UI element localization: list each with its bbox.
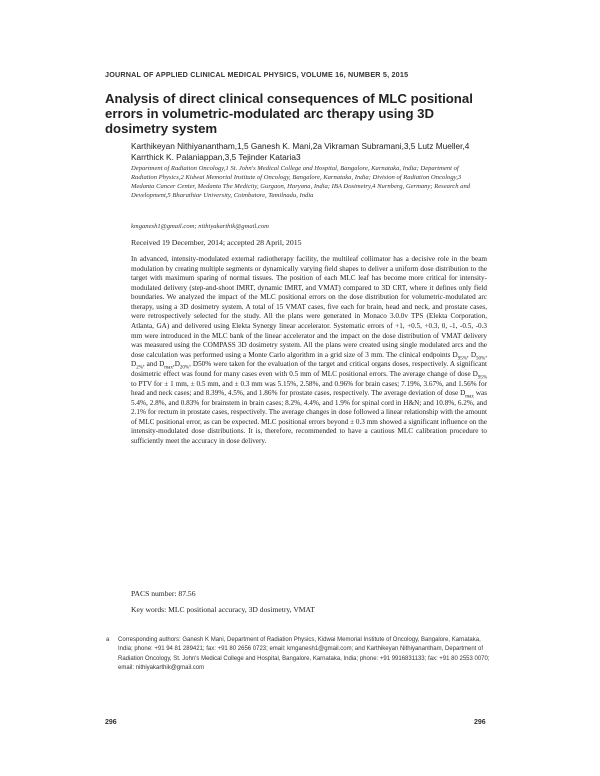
- page-number-left: 296: [105, 719, 117, 726]
- footnote-mark: a: [106, 637, 110, 643]
- received-date: Received 19 December, 2014; accepted 28 April, 2015: [131, 238, 302, 247]
- footnote-text: Corresponding authors: Ganesh K Mani, Department of Radiation Physics, Kidwai Memorial Institute of Oncology, Bangalore, Karnataka, India; phone: +91 94 81 289421; fax: +91 80 2656 0723; email: kmganesh1@gmail.com; and Karthikeyan Nithiyanantham, Department of Radiation Oncology, St. John's Medical College and Hospital, Bangalore, Karnataka, India; phone: +91 9916831133; fax: +91 80 2553 0070; email: nithiyakarthik@gmail.com: [118, 637, 490, 671]
- abstract: In advanced, intensity-modulated external radiotherapy facility, the multileaf collimator has a decisive role in the beam modulation by creating multiple segments or dynamically varying field shapes to deliver a uniform dose distribution to the target with maximum sparing of normal tissues. The position of each MLC leaf has become more critical for intensity-modulated delivery (step-and-shoot IMRT, dynamic IMRT, and VMAT) compared to 3D CRT, where it defines only field boundaries. We analyzed the impact of the MLC positional errors on the dose distribution for volumetric-modulated arc therapy, using a 3D dosimetry system. A total of 15 VMAT cases, five each for brain, head and neck, and prostate cases, were retrospectively selected for the study. All the plans were generated in Monaco 3.0.0v TPS (Elekta Corporation, Atlanta, GA) and delivered using Elekta Synergy linear accelerator. Systematic errors of +1, +0.5, +0.3, 0, -1, -0.5, -0.3 mm were introduced in the MLC bank of the linear accelerator and the impact on the dose distribution of VMAT delivery was measured using the COMPASS 3D dosimetry system. All the plans were created using single modulated arcs and the dose calculation was performed using a Monte Carlo algorithm in a grid size of 3 mm. The clinical endpoints $D_{95\%}$, $D_{50\%}$, $D_{2\%}$, and $D_{max},D_{20\%}$, D50% were taken for the evaluation of the target and critical organs doses, respectively. A significant dosimetric effect was found for many cases even with 0.5 mm of MLC positional errors. The average change of dose $D_{95\%}$ to PTV for ± 1 mm, ± 0.5 mm, and ± 0.3 mm was 5.15%, 2.58%, and 0.96% for brain cases; 7.19%, 3.67%, and 1.56% for head and neck cases; and 8.39%, 4.5%, and 1.86% for prostate cases, respectively. The average deviation of dose $D_{max}$ was 5.4%, 2.8%, and 0.83% for brainstem in brain cases; 8.2%, 4.4%, and 1.9% for spinal cord in H&N; and 10.8%, 6.2%, and 2.1% for rectum in prostate cases, respectively. The average changes in dose followed a linear relationship with the amount of MLC positional error, as can be expected. MLC positional errors beyond ± 0.3 mm showed a significant influence on the intensity-modulated dose distributions. It is, therefore, recommended to have a cautious MLC calibration procedure to sufficiently meet the accuracy in dose delivery.: [131, 255, 487, 445]
- page-number-right: 296: [474, 719, 486, 726]
- journal-header: JOURNAL OF APPLIED CLINICAL MEDICAL PHYSICS, VOLUME 16, NUMBER 5, 2015: [105, 70, 409, 79]
- keywords: Key words: MLC positional accuracy, 3D dosimetry, VMAT: [131, 605, 315, 614]
- author-list: Karthikeyan Nithiyanantham,1,5 Ganesh K. Mani,2a Vikraman Subramani,3,5 Lutz Mueller,4 Karrthick K. Palaniappan,3,5 Tejinder Kataria3: [131, 141, 470, 162]
- corresponding-author-footnote: [106, 636, 493, 673]
- author-emails: kmganesh1@gmail.com; nithiyakarthik@gmail.com: [131, 223, 269, 230]
- affiliations: Department of Radiation Oncology,1 St. John's Medical College and Hospital, Bangalore, Karnataka, India; Department of Radiation Physics,2 Kidwai Memorial Institute of Oncology, Bangalore, Karnataka, India; Division of Radiation Oncology,3 Medanta Cancer Center, Medanta The Medicity, Gurgaon, Haryana, India; IBA Dosimetry,4 Nurnberg, Germany; Research and Development,5 Bharathiar University, Coimbatore, Tamilnadu, India: [131, 165, 471, 199]
- pacs-number: PACS number: 87.56: [131, 589, 196, 598]
- article-title: Analysis of direct clinical consequences of MLC positional errors in volumetric-modulated arc therapy using 3D dosimetry system: [105, 91, 473, 136]
